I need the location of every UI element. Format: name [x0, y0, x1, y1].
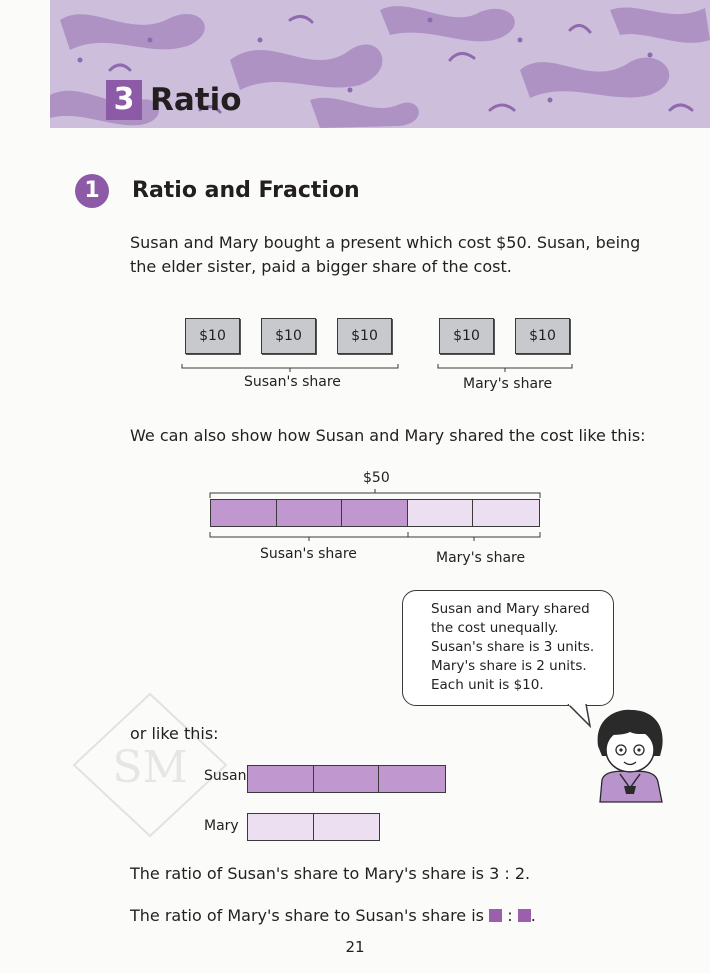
- susan-money-label: Susan's share: [244, 374, 341, 390]
- speech-line: the cost unequally.: [431, 620, 559, 636]
- unit-segment: [314, 766, 380, 792]
- unit-segment: [248, 814, 314, 840]
- speech-line: Susan's share is 3 units.: [431, 639, 595, 655]
- susan-money-brace: [180, 362, 400, 374]
- ratio-statement-2: [130, 904, 670, 928]
- mary-money-label: Mary's share: [463, 376, 553, 392]
- mary-bar-name: Mary: [204, 818, 239, 834]
- section-number-badge: 1: [75, 174, 109, 208]
- unit-segment: [379, 766, 445, 792]
- or-like-this-text: or like this:: [130, 724, 219, 743]
- speech-line: Susan and Mary shared: [431, 601, 590, 617]
- unit-segment: [248, 766, 314, 792]
- speech-line: Each unit is $10.: [431, 677, 544, 693]
- bar-model: [210, 499, 540, 527]
- money-note: $10: [185, 318, 240, 354]
- total-label: $50: [363, 470, 390, 486]
- also-paragraph: We can also show how Susan and Mary shared the cost like this:: [130, 426, 646, 445]
- page-number: 21: [345, 938, 365, 956]
- speech-bubble-text: [431, 600, 594, 695]
- ratio-statement-2-end: .: [530, 906, 536, 925]
- bar-susan-label: Susan's share: [260, 546, 357, 562]
- mary-money-brace: [436, 362, 574, 374]
- ratio-statement-1: The ratio of Susan's share to Mary's share is 3 : 2.: [130, 864, 531, 883]
- money-note: $10: [439, 318, 494, 354]
- bar-mary-label: Mary's share: [436, 550, 526, 566]
- unit-segment: [211, 500, 277, 526]
- share-braces: [208, 530, 542, 544]
- susan-unit-bar: [247, 765, 446, 793]
- intro-paragraph: Susan and Mary bought a present which cost $50. Susan, being the elder sister, paid a bigger share of the cost.: [130, 233, 641, 276]
- ratio-separator: :: [507, 906, 513, 925]
- mary-unit-bar: [247, 813, 380, 841]
- answer-blank-box[interactable]: [518, 909, 531, 922]
- chapter-title: Ratio: [150, 82, 242, 118]
- unit-segment: [277, 500, 343, 526]
- money-note: $10: [515, 318, 570, 354]
- unit-segment: [408, 500, 474, 526]
- watermark-text: SM: [112, 742, 188, 793]
- chapter-banner: [50, 0, 710, 128]
- banner-pattern: [50, 0, 710, 128]
- money-note: $10: [261, 318, 316, 354]
- unit-segment: [342, 500, 408, 526]
- ratio-statement-2-text: The ratio of Mary's share to Susan's share is: [130, 906, 485, 925]
- unit-segment: [473, 500, 539, 526]
- susan-bar-name: Susan: [204, 768, 247, 784]
- money-note: $10: [337, 318, 392, 354]
- unit-segment: [314, 814, 380, 840]
- chapter-number: 3: [106, 80, 142, 120]
- answer-blank-box[interactable]: [489, 909, 502, 922]
- section-title: Ratio and Fraction: [132, 178, 360, 203]
- speech-line: Mary's share is 2 units.: [431, 658, 587, 674]
- total-brace: [208, 486, 542, 500]
